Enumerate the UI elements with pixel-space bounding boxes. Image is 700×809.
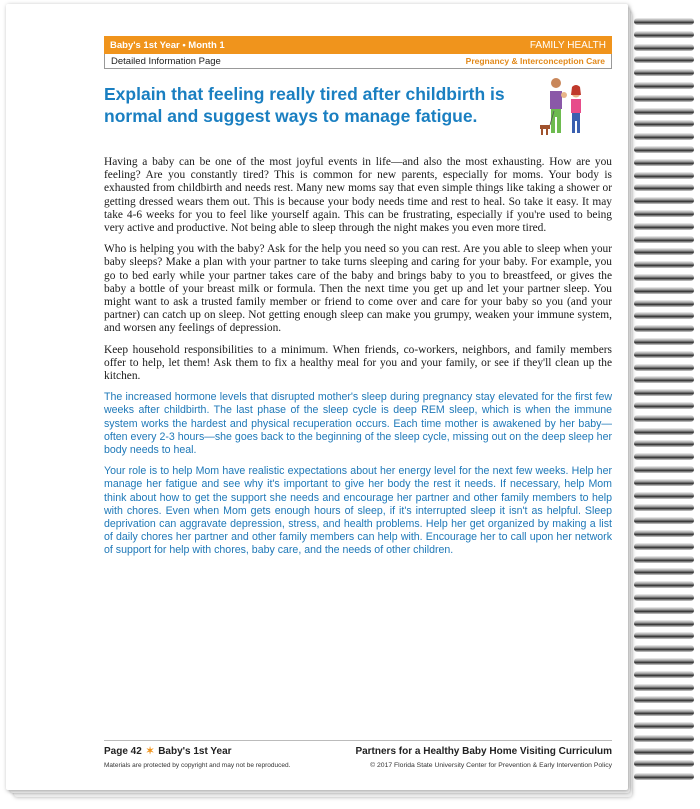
spiral-loop (634, 632, 694, 639)
spiral-loop (634, 120, 694, 127)
title-row (104, 69, 612, 139)
spiral-loop (634, 18, 694, 25)
spiral-loop (634, 389, 694, 396)
spiral-loop (634, 684, 694, 691)
spiral-loop (634, 658, 694, 665)
spiral-loop (634, 56, 694, 63)
spiral-loop (634, 338, 694, 345)
spiral-loop (634, 197, 694, 204)
spiral-loop (634, 415, 694, 422)
spiral-loop (634, 645, 694, 652)
copyright-line: © 2017 Florida State University Center for Prevention & Early Intervention Policy (370, 762, 612, 769)
spiral-binding (630, 14, 700, 794)
topic-label: Pregnancy & Interconception Care (465, 56, 605, 66)
visitor-note-paragraph: The increased hormone levels that disrupted mother's sleep during pregnancy stay elevated for the first few weeks after childbirth. The last phase of the sleep cycle is deep REM sleep, which is when the immune system works the hardest and physical recuperation occurs. Each time mother is awakened by her baby—often every 2-3 hours—she goes back to the beginning of the sleep cycle, missing out on the deep sleep her body needs to heal. (104, 391, 612, 457)
spiral-loop (634, 82, 694, 89)
spiral-loop (634, 402, 694, 409)
spiral-loop (634, 376, 694, 383)
spiral-loop (634, 722, 694, 729)
page-type-label: Detailed Information Page (111, 55, 221, 67)
spiral-loop (634, 504, 694, 511)
spiral-loop (634, 108, 694, 115)
spiral-loop (634, 44, 694, 51)
spiral-loop (634, 466, 694, 473)
spiral-loop (634, 556, 694, 563)
spiral-loop (634, 351, 694, 358)
spiral-loop (634, 210, 694, 217)
spiral-loop (634, 274, 694, 281)
spiral-loop (634, 133, 694, 140)
spiral-loop (634, 735, 694, 742)
series-name: Baby's 1st Year (158, 746, 232, 757)
body-text (104, 156, 612, 566)
header-bar (104, 36, 612, 54)
visitor-note-paragraph: Your role is to help Mom have realistic expectations about her energy level for the next few weeks. Help her manage her fatigue and see why it's important to give her body the rest it needs. If necessary, help Mom think about how to get the support she needs and encourage her partner and other family members to help with chores. Even when Mom gets enough hours of sleep, if it's interrupted sleep it isn't as helpful. Sleep deprivation can aggravate depression, stress, and health problems. Help her get organized by making a list of daily chores her partner and other family members can help with. Encourage her to call upon her network of support for help with chores, baby care, and the needs of other children. (104, 465, 612, 557)
spiral-loop (634, 287, 694, 294)
spiral-loop (634, 364, 694, 371)
spiral-loop (634, 440, 694, 447)
spiral-loop (634, 671, 694, 678)
header-section-label: FAMILY HEALTH (529, 39, 606, 51)
spiral-loop (634, 300, 694, 307)
spiral-loop (634, 530, 694, 537)
spiral-loop (634, 248, 694, 255)
paragraph: Keep household responsibilities to a minimum. When friends, co-workers, neighbors, and family members offer to help, let them! Ask them to fix a healthy meal for you and your family, or see if they'll clean up the kitchen. (104, 343, 612, 383)
curriculum-name: Partners for a Healthy Baby Home Visiting Curriculum (355, 746, 612, 757)
footer-page-label (104, 746, 232, 757)
star-icon: ✶ (145, 746, 155, 757)
spiral-loop (634, 594, 694, 601)
subheader-bar (104, 54, 612, 69)
spiral-loop (634, 312, 694, 319)
page-footer (104, 740, 612, 777)
spiral-loop (634, 159, 694, 166)
spiral-loop (634, 748, 694, 755)
page-number: Page 42 (104, 746, 142, 757)
spiral-loop (634, 325, 694, 332)
spiral-loop (634, 709, 694, 716)
spiral-loop (634, 146, 694, 153)
spiral-loop (634, 95, 694, 102)
spiral-loop (634, 607, 694, 614)
spiral-loop (634, 69, 694, 76)
page-title: Explain that feeling really tired after childbirth is normal and suggest ways to manage fatigue. (104, 84, 505, 126)
paragraph: Who is helping you with the baby? Ask for the help you need so you can rest. Are you able to sleep when your baby sleeps? Make a plan with your partner to take turns sleeping and caring for your baby. For example, you go to bed early while your partner takes care of the baby and brings baby to you to breastfeed, or gives the baby a bottle of your breast milk or formula. Then the next time you get up and let your partner sleep. You might want to ask a trusted family member or friend to come over and care for your baby so you (and your partner) can catch up on sleep. Not getting enough sleep can make you grumpy, weaken your immune system, and worsen any feelings of depression. (104, 243, 612, 335)
spiral-loop (634, 543, 694, 550)
spiral-loop (634, 428, 694, 435)
spiral-loop (634, 517, 694, 524)
spiral-loop (634, 568, 694, 575)
spiral-loop (634, 453, 694, 460)
paragraph: Having a baby can be one of the most joyful events in life—and also the most exhausting. How are you feeling? Are you constantly tired? This is common for new parents, especially for moms. Your body is exhausted from childbirth and needs rest. Many new moms say that even simple things like taking a shower or getting dressed wears them out. This is because your body needs time and rest to heal. So take it easy. It may take 4-6 weeks for you to feel like yourself again. This can be frustrating, especially if you're used to being very active and productive. Not being able to sleep through the night makes you even more tired. (104, 156, 612, 235)
spiral-loop (634, 261, 694, 268)
spiral-loop (634, 773, 694, 780)
spiral-loop (634, 31, 694, 38)
copyright-note: Materials are protected by copyright and may not be reproduced. (104, 762, 291, 769)
family-walking-dog-icon (534, 75, 604, 139)
page-content (104, 36, 612, 557)
spiral-loop (634, 184, 694, 191)
spiral-loop (634, 172, 694, 179)
spiral-loop (634, 620, 694, 627)
header-month-label: Baby's 1st Year • Month 1 (110, 39, 225, 51)
spiral-loop (634, 479, 694, 486)
spiral-loop (634, 760, 694, 767)
spiral-loop (634, 492, 694, 499)
spiral-loop (634, 236, 694, 243)
spiral-loop (634, 581, 694, 588)
spiral-loop (634, 223, 694, 230)
spiral-loop (634, 696, 694, 703)
